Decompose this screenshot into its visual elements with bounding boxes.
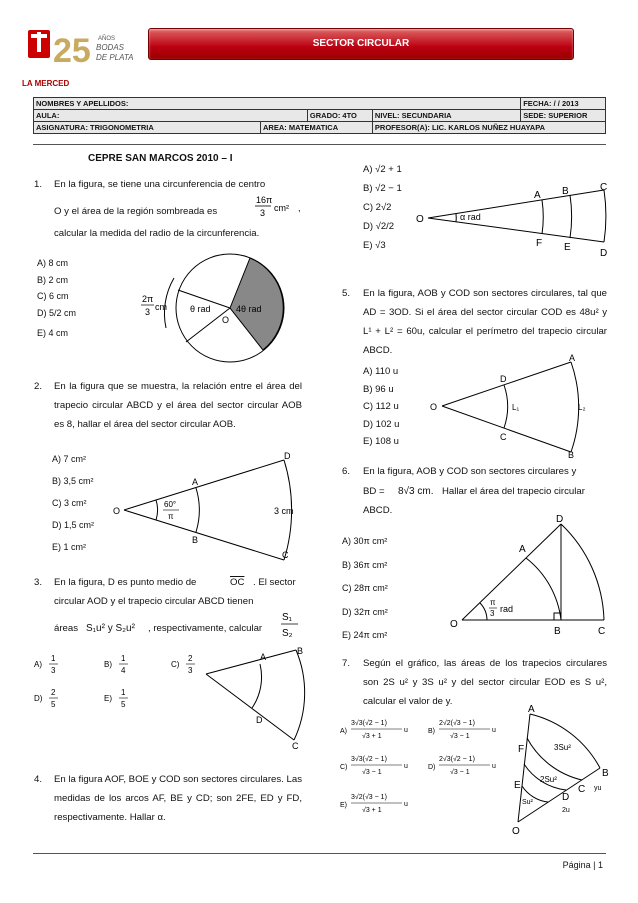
option-c[interactable]: C) 28π cm² <box>342 583 388 593</box>
svg-text:rad: rad <box>500 604 514 614</box>
svg-text:2π: 2π <box>142 294 154 304</box>
svg-text:16π: 16π <box>256 195 273 205</box>
svg-text:C: C <box>600 182 608 193</box>
svg-text:L₂: L₂ <box>578 403 586 412</box>
svg-text:C: C <box>578 784 586 795</box>
svg-text:F: F <box>518 744 525 755</box>
logo-anniv: 25 <box>53 32 91 70</box>
svg-text:O: O <box>113 506 121 516</box>
svg-text:D: D <box>562 792 570 803</box>
svg-text:2u: 2u <box>562 807 570 814</box>
q5-figure <box>426 352 612 458</box>
q3-figure <box>196 644 308 750</box>
svg-text:A): A) <box>340 728 347 735</box>
q5-number: 5. <box>342 288 351 299</box>
svg-text:B: B <box>562 186 569 197</box>
q2-figure <box>112 452 308 562</box>
q1-area-fraction <box>254 192 306 222</box>
svg-text:O: O <box>430 402 438 412</box>
svg-text:√3 − 1: √3 − 1 <box>450 733 470 740</box>
q6-line2c: Hallar el área del trapecio circular <box>442 486 585 497</box>
q3-line3c: , respectivamente, calcular <box>148 623 263 634</box>
sede-cell: SEDE: SUPERIOR <box>521 110 606 122</box>
option-c[interactable]: C) 112 u <box>363 401 399 412</box>
svg-text:D: D <box>256 715 263 725</box>
q1-number: 1. <box>34 179 43 190</box>
svg-text:u: u <box>492 763 496 770</box>
q6-bd-value: 8√3 cm. <box>398 486 434 497</box>
option-b[interactable]: B) √2 − 1 <box>363 183 402 194</box>
date-cell: FECHA: / / 2013 <box>521 98 606 110</box>
svg-text:E: E <box>514 780 521 791</box>
svg-text:π: π <box>490 598 496 607</box>
svg-text:2√2(√3 − 1): 2√2(√3 − 1) <box>439 720 475 727</box>
svg-text:C: C <box>598 626 606 637</box>
svg-text:cm²: cm² <box>274 203 289 213</box>
q6-number: 6. <box>342 466 351 477</box>
svg-text:O: O <box>450 619 458 630</box>
svg-text:S₁: S₁ <box>282 612 293 623</box>
section-heading: CEPRE SAN MARCOS 2010 – I <box>88 153 233 164</box>
svg-text:A: A <box>569 353 576 363</box>
svg-text:C): C) <box>340 764 348 771</box>
svg-text:B: B <box>602 768 609 779</box>
svg-text:B: B <box>568 450 575 458</box>
svg-text:C: C <box>500 432 507 442</box>
option-e[interactable] <box>104 688 128 709</box>
svg-text:3√3(√2 − 1): 3√3(√2 − 1) <box>351 756 387 763</box>
option-e[interactable]: E) 108 u <box>363 436 399 447</box>
q6-options <box>342 530 388 648</box>
svg-text:D): D) <box>34 694 43 703</box>
option-d[interactable] <box>428 755 496 776</box>
svg-text:S₂: S₂ <box>282 628 293 639</box>
option-d[interactable]: D) 32π cm² <box>342 606 388 617</box>
q3-line2: circular AOD y el trapecio circular ABCD tienen <box>54 596 254 607</box>
q3-areas: S₁u² y S₂u² <box>86 623 135 634</box>
svg-text:u: u <box>404 727 408 734</box>
logo-plata: DE PLATA <box>96 53 134 62</box>
q2-number: 2. <box>34 381 43 392</box>
svg-text:C: C <box>292 741 299 750</box>
svg-text:B: B <box>554 626 561 637</box>
option-d[interactable]: D) 5/2 cm <box>37 307 77 318</box>
svg-text:A: A <box>534 190 541 201</box>
option-c[interactable] <box>171 654 195 675</box>
school-logo <box>20 22 140 92</box>
svg-text:3 cm: 3 cm <box>274 506 294 516</box>
svg-text:L₁: L₁ <box>512 403 520 412</box>
nivel-cell: NIVEL: SECUNDARIA <box>372 110 520 122</box>
option-a[interactable] <box>340 719 408 740</box>
q3-line3a: áreas <box>54 623 78 634</box>
svg-text:1: 1 <box>121 654 126 663</box>
q3-ratio <box>280 608 302 642</box>
page-number: Página | 1 <box>562 860 603 870</box>
svg-text:5: 5 <box>121 700 126 709</box>
q4-options <box>363 160 402 255</box>
svg-text:√3 − 1: √3 − 1 <box>362 769 382 776</box>
svg-text:A: A <box>528 704 535 715</box>
page-title: SECTOR CIRCULAR <box>148 28 574 60</box>
svg-text:O: O <box>512 826 520 837</box>
footer-divider <box>33 853 606 854</box>
option-a[interactable]: A) 7 cm² <box>52 454 87 464</box>
aula-cell: AULA: <box>34 110 308 122</box>
svg-text:cm: cm <box>155 302 167 312</box>
q7-number: 7. <box>342 658 351 669</box>
option-e[interactable]: E) 24π cm² <box>342 630 388 640</box>
q4-number: 4. <box>34 774 43 785</box>
q1-options <box>37 255 107 341</box>
option-b[interactable]: B) 3,5 cm² <box>52 476 94 486</box>
asignatura-cell: ASIGNATURA: TRIGONOMETRIA <box>34 122 261 134</box>
option-e[interactable]: E) 1 cm² <box>52 542 87 552</box>
q1-line2: O y el área de la región sombreada es <box>54 206 218 217</box>
svg-text:A): A) <box>34 660 42 669</box>
svg-text:yu: yu <box>594 785 602 792</box>
grado-cell: GRADO: 4TO <box>307 110 372 122</box>
q2-text: En la figura que se muestra, la relación entre el área del trapecio circular ABCD y el área del sector circular AOB es 8, hallar el área del sector circular AOB. <box>54 381 302 430</box>
option-a[interactable]: A) 8 cm <box>37 258 69 268</box>
q3-segment: $\overline{OC}$ <box>230 577 245 588</box>
svg-text:B): B) <box>428 728 435 735</box>
svg-text:E): E) <box>340 802 347 809</box>
svg-text:√3 + 1: √3 + 1 <box>362 733 382 740</box>
option-b[interactable]: B) 36π cm² <box>342 559 388 570</box>
option-b[interactable]: B) 2 cm <box>37 274 69 285</box>
svg-text:,: , <box>298 203 301 213</box>
svg-text:D: D <box>600 248 608 259</box>
svg-text:4θ rad: 4θ rad <box>236 304 262 314</box>
svg-text:u: u <box>404 801 408 808</box>
svg-text:D: D <box>284 452 291 461</box>
option-c[interactable]: C) 2√2 <box>363 202 392 213</box>
logo-anios: AÑOS <box>98 36 116 42</box>
svg-text:u: u <box>404 763 408 770</box>
option-c[interactable]: C) 3 cm² <box>52 498 87 508</box>
q3-line1a: En la figura, D es punto medio de <box>54 577 197 588</box>
option-d[interactable]: D) 102 u <box>363 418 400 430</box>
svg-text:5: 5 <box>51 700 56 709</box>
q4-figure <box>412 180 612 260</box>
info-header-table <box>33 97 606 134</box>
svg-text:2Su²: 2Su² <box>540 775 557 784</box>
svg-text:3: 3 <box>490 609 495 618</box>
option-d[interactable] <box>34 688 58 709</box>
svg-text:F: F <box>536 238 543 249</box>
svg-text:2: 2 <box>188 654 193 663</box>
svg-text:3Su²: 3Su² <box>554 743 571 752</box>
q3-line1b: . El sector <box>253 577 296 588</box>
svg-text:O: O <box>222 315 230 325</box>
svg-text:B: B <box>192 535 199 545</box>
names-cell: NOMBRES Y APELLIDOS: <box>34 98 521 110</box>
q1-line3: calcular la medida del radio de la circunferencia. <box>54 228 260 239</box>
svg-text:3: 3 <box>51 666 56 675</box>
option-a[interactable]: A) 30π cm² <box>342 536 388 546</box>
svg-text:D: D <box>556 514 564 525</box>
svg-text:2: 2 <box>51 688 56 697</box>
svg-text:D: D <box>500 374 507 384</box>
svg-text:α rad: α rad <box>460 212 481 222</box>
q7-text: Según el gráfico, las áreas de los trapecios circulares son 2S u² y 3S u² y del sector circular EOD es S u², calcular el valor de y. <box>363 658 607 707</box>
option-e[interactable]: E) 4 cm <box>37 327 69 338</box>
q6-figure <box>444 510 614 638</box>
svg-text:A: A <box>519 544 526 555</box>
option-b[interactable] <box>428 719 496 740</box>
area-cell: AREA: MATEMATICA <box>261 122 373 134</box>
q4-text: En la figura AOF, BOE y COD son sectores circulares. Las medidas de los arcos AF, BE y CD; son 2FE, ED y FD, respectivamente. Hallar α. <box>54 774 302 823</box>
svg-text:B): B) <box>104 660 112 669</box>
svg-text:A: A <box>192 477 199 487</box>
q5-options <box>363 363 399 451</box>
svg-text:π: π <box>168 512 174 521</box>
svg-text:O: O <box>416 214 424 225</box>
svg-text:3: 3 <box>188 666 193 675</box>
q6-line1: En la figura, AOB y COD son sectores circulares y <box>363 466 577 477</box>
option-b[interactable] <box>104 654 128 675</box>
svg-text:D): D) <box>428 764 436 771</box>
svg-text:C): C) <box>171 660 180 669</box>
svg-text:θ rad: θ rad <box>190 304 211 314</box>
q7-options <box>340 716 520 826</box>
svg-text:3: 3 <box>260 208 266 218</box>
svg-text:B: B <box>297 646 304 656</box>
option-d[interactable]: D) 1,5 cm² <box>52 520 95 530</box>
q6-line3: ABCD. <box>363 505 393 516</box>
logo-institution: LA MERCED <box>22 79 70 88</box>
svg-text:E: E <box>564 242 571 253</box>
option-b[interactable]: B) 96 u <box>363 383 394 395</box>
option-c[interactable] <box>340 755 408 776</box>
svg-text:3√3(√2 − 1): 3√3(√2 − 1) <box>351 720 387 727</box>
q5-text: En la figura, AOB y COD son sectores circulares, tal que AD = 3OD. Si el área del sector circular COD es 48u² y L¹ + L² = 60u, calcular el perímetro del trapecio circular ABCD. <box>363 288 607 356</box>
svg-text:√3 + 1: √3 + 1 <box>362 807 382 814</box>
option-e[interactable]: E) √3 <box>363 240 386 251</box>
svg-text:E): E) <box>104 694 112 703</box>
option-e[interactable] <box>340 793 408 814</box>
svg-text:1: 1 <box>121 688 126 697</box>
option-a[interactable]: A) √2 + 1 <box>363 164 402 175</box>
q7-figure <box>500 700 612 840</box>
svg-text:2√3(√2 − 1): 2√3(√2 − 1) <box>439 756 475 763</box>
svg-text:C: C <box>282 550 289 560</box>
option-d[interactable]: D) √2/2 <box>363 221 395 232</box>
header-divider <box>33 144 606 145</box>
svg-text:1: 1 <box>51 654 56 663</box>
svg-text:3: 3 <box>145 307 151 317</box>
svg-text:A: A <box>260 652 267 662</box>
option-c[interactable]: C) 6 cm <box>37 291 69 301</box>
logo-bodas: BODAS <box>96 43 125 52</box>
q3-number: 3. <box>34 577 43 588</box>
option-a[interactable] <box>34 654 58 675</box>
svg-text:Su²: Su² <box>522 799 533 806</box>
q1-line1: En la figura, se tiene una circunferencia de centro <box>54 179 266 190</box>
svg-text:60°: 60° <box>164 500 177 509</box>
q1-figure <box>128 250 308 380</box>
profesor-cell: PROFESOR(A): LIC. KARLOS NUÑEZ HUAYAPA <box>372 122 605 134</box>
option-a[interactable]: A) 110 u <box>363 366 399 377</box>
svg-text:4: 4 <box>121 666 126 675</box>
q6-line2a: BD = <box>363 486 385 497</box>
svg-text:u: u <box>492 727 496 734</box>
svg-text:3√2(√3 − 1): 3√2(√3 − 1) <box>351 794 387 801</box>
svg-text:√3 − 1: √3 − 1 <box>450 769 470 776</box>
